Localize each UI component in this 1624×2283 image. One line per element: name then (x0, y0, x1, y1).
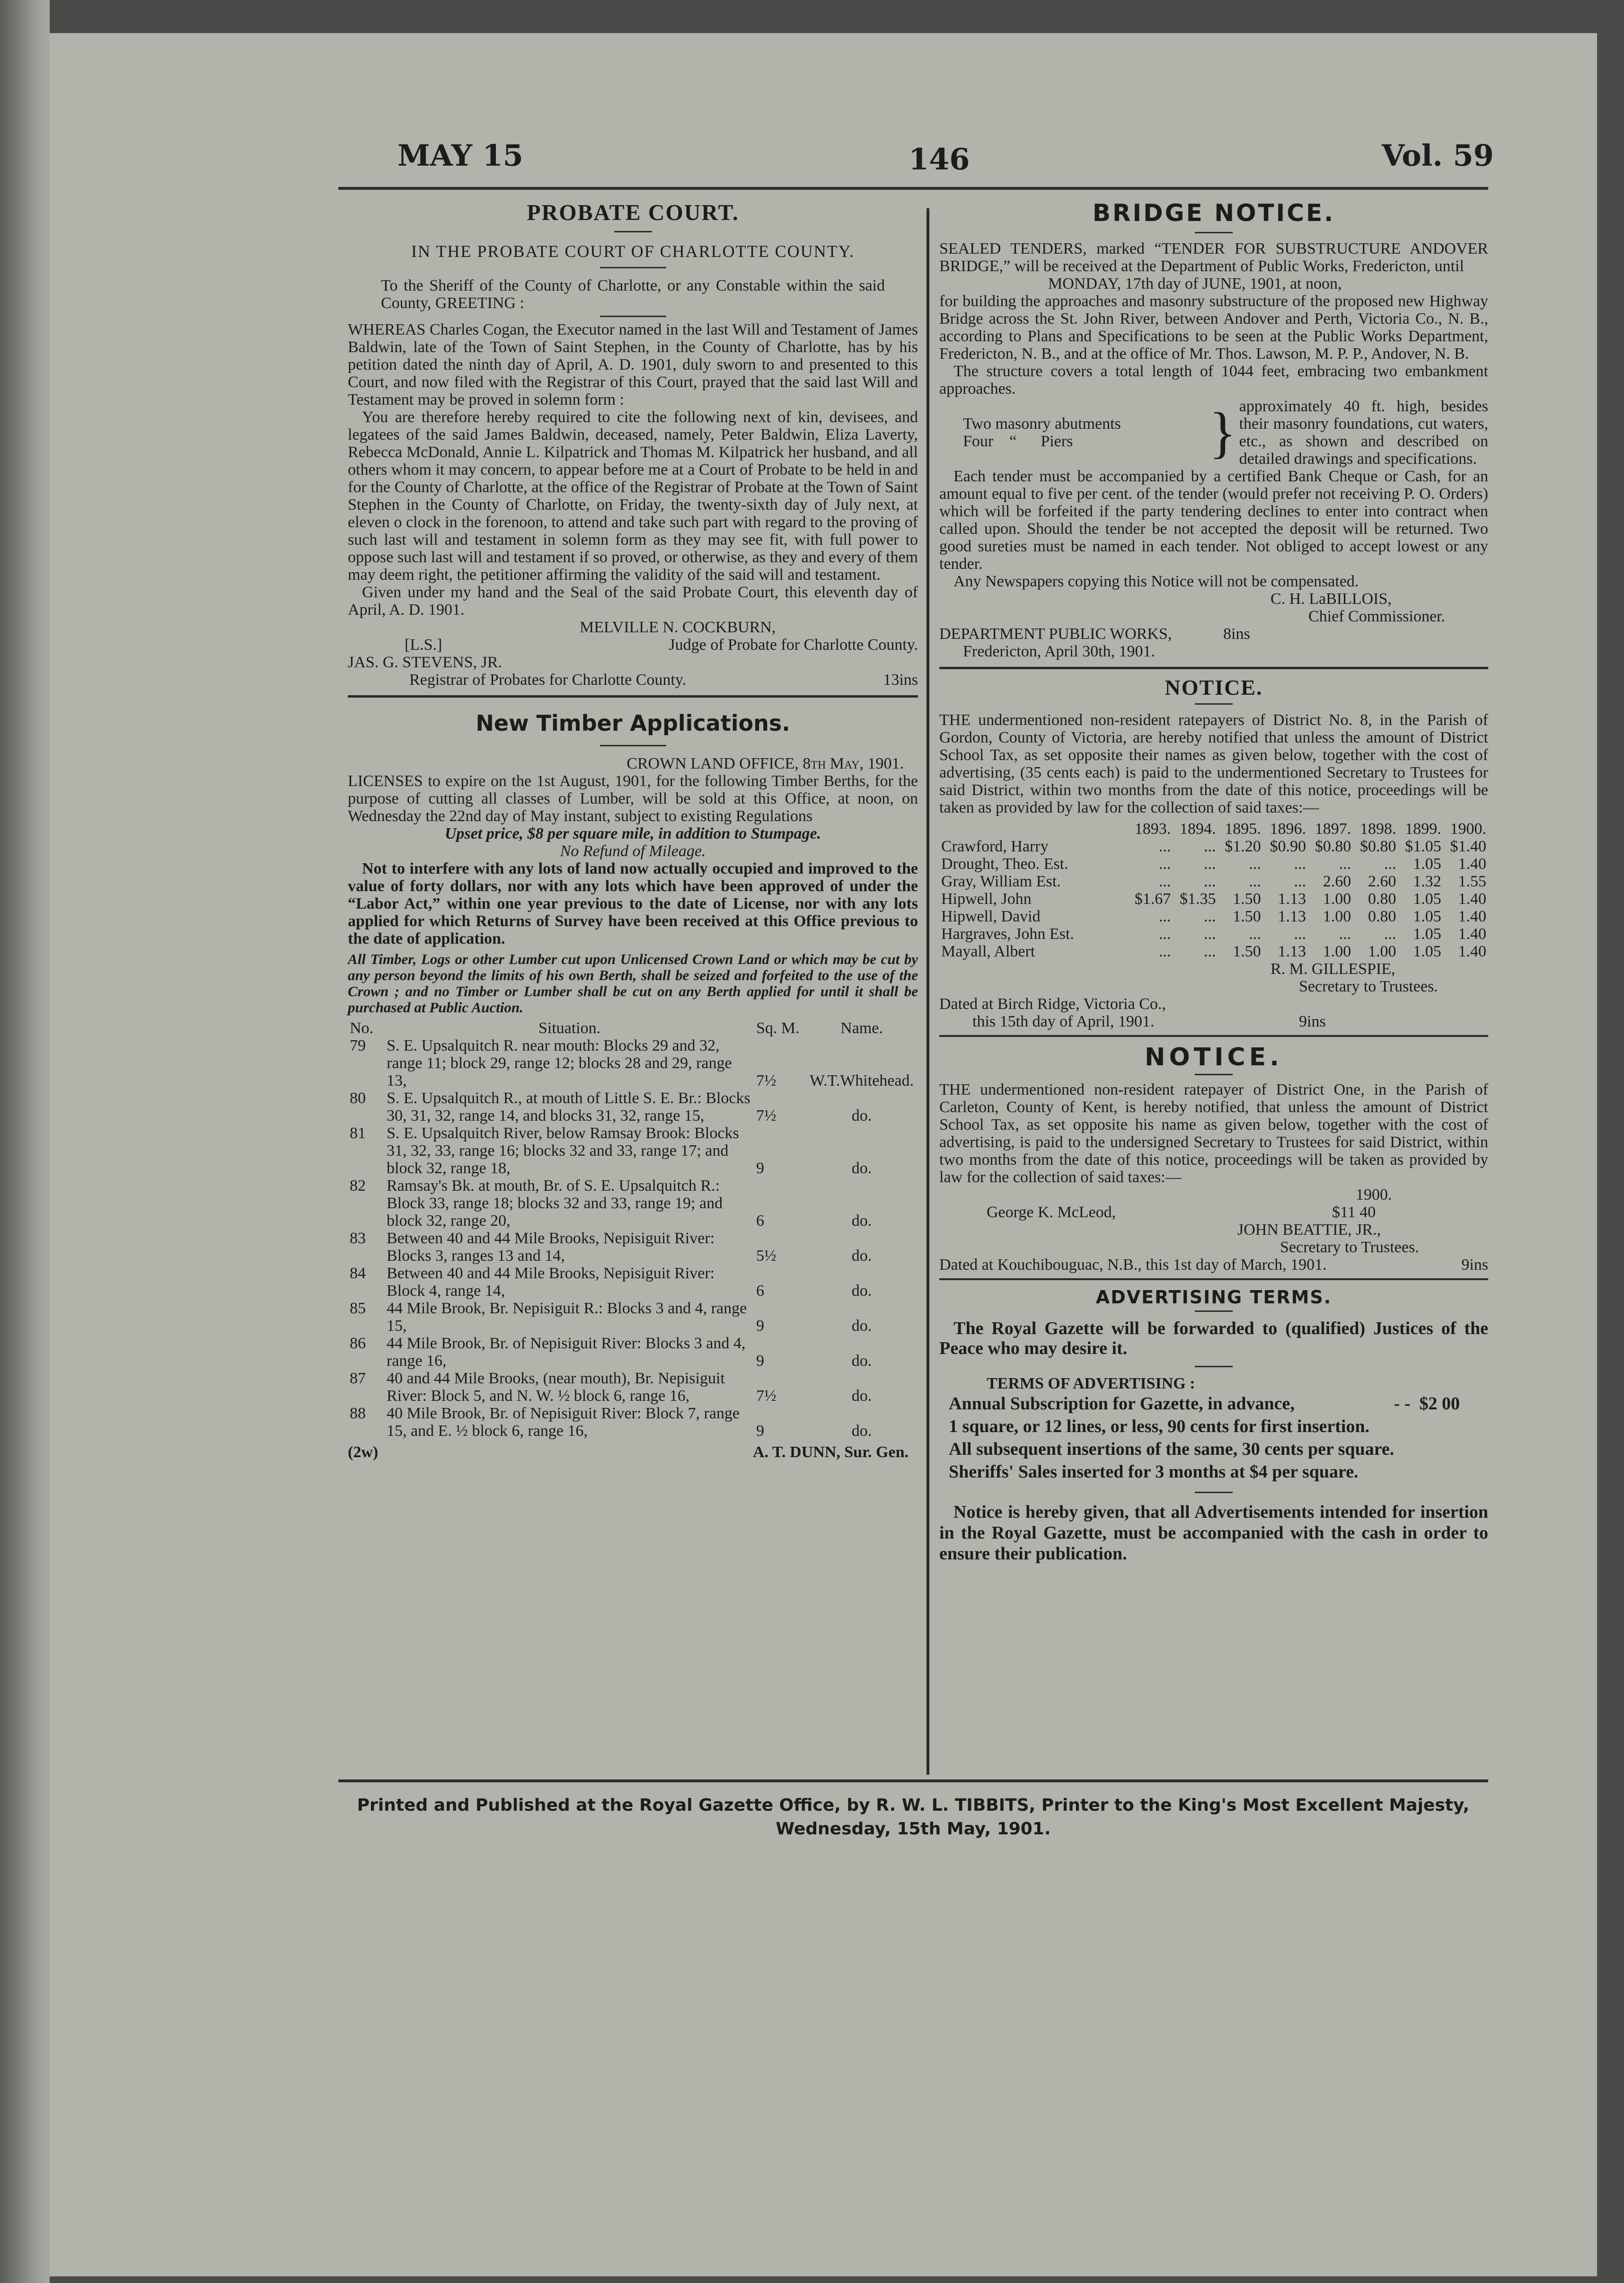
tax-year: 1900. (1450, 820, 1486, 838)
imprint-rule (338, 1779, 1488, 1782)
col-name: Name. (840, 1019, 883, 1037)
tax-value: $1.67 (1134, 890, 1171, 908)
probate-registrar-title: Registrar of Probates for Charlotte County. (409, 671, 687, 689)
table-row (939, 855, 1488, 873)
tax-value: ... (1384, 855, 1396, 873)
timber-cell-sqm: 9 (756, 1352, 764, 1370)
bridge-dept: DEPARTMENT PUBLIC WORKS, (939, 625, 1172, 643)
book-spine (0, 0, 50, 2283)
tax-table-years (939, 820, 1488, 838)
tax-value: 1.50 (1233, 890, 1261, 908)
bridge-abutments: Two masonry abutments (963, 415, 1121, 433)
advertising-terms-heading: TERMS OF ADVERTISING : (987, 1375, 1195, 1392)
timber-cell-situation: S. E. Upsalquitch River, below Ramsay Brook: Blocks 31, 32, 33, range 16; blocks 32 and 33, range 17; and block 32, range 18, (387, 1124, 739, 1177)
timber-cell-name: do. (851, 1107, 872, 1124)
notice1-signer: R. M. GILLESPIE, (1271, 960, 1395, 978)
bridge-spec: approximately 40 ft. high, besides their masonry foundations, cut waters, etc., as shown and described on detailed drawings and specifications. (1239, 398, 1488, 468)
timber-cell-name: do. (851, 1387, 872, 1405)
tax-value: ... (1204, 943, 1216, 960)
table-row (348, 1037, 918, 1089)
col-no: No. (350, 1019, 374, 1037)
timber-signer: A. T. DUNN, Sur. Gen. (752, 1443, 909, 1461)
tax-value: $0.80 (1360, 838, 1396, 855)
timber-cell-sqm: 6 (756, 1282, 764, 1300)
timber-cell-sqm: 6 (756, 1212, 764, 1230)
timber-cell-situation: S. E. Upsalquitch R. near mouth: Blocks 29 and 32, range 11; block 29, range 12; blocks 28 and 29, range 13, (387, 1037, 732, 1089)
tax-value: 2.60 (1368, 873, 1396, 890)
tax-value: ... (1294, 925, 1306, 943)
tax-value: 1.05 (1413, 925, 1441, 943)
timber-table (348, 1019, 918, 1440)
tax-value: 1.05 (1413, 855, 1441, 873)
tax-value: 1.00 (1323, 943, 1351, 960)
tax-value: 1.55 (1458, 873, 1486, 890)
timber-cell-no: 83 (350, 1230, 366, 1247)
tax-value: ... (1204, 925, 1216, 943)
timber-cell-sqm: 9 (756, 1317, 764, 1335)
timber-cell-no: 82 (350, 1177, 366, 1195)
tax-value: ... (1339, 855, 1351, 873)
timber-cell-sqm: 7½ (756, 1072, 777, 1089)
notice2-title: NOTICE. (1145, 1043, 1283, 1071)
probate-para-1: WHEREAS Charles Cogan, the Executor named in the last Will and Testament of James Baldwin, late of the Town of Saint Stephen, in the County of Charlotte, has by his petition dated the ninth day of April, A. D. 1901, duly sworn to and presented to this Court, and now filed with the Registrar of this Court, prayed that the said last Will and Testament may be proved in solemn form : (348, 321, 918, 408)
advertising-line-1: Annual Subscription for Gazette, in advance, (949, 1394, 1295, 1414)
timber-cell-name: do. (851, 1282, 872, 1300)
tax-value: 1.00 (1323, 890, 1351, 908)
timber-cell-no: 85 (350, 1300, 366, 1317)
timber-cell-no: 84 (350, 1265, 366, 1282)
imprint-line-2: Wednesday, 15th May, 1901. (776, 1819, 1051, 1839)
tax-value: ... (1294, 873, 1306, 890)
column-divider (927, 208, 929, 1775)
advertising-para-2: Notice is hereby given, that all Advertisements intended for insertion in the Royal Gazette, must be accompanied with the cash in order to ensure their publication. (939, 1502, 1488, 1564)
col-situation: Situation. (538, 1019, 601, 1037)
timber-cell-situation: Ramsay's Bk. at mouth, Br. of S. E. Upsalquitch R.: Block 33, range 18; blocks 32 and 33, range 19; and block 32, range 20, (387, 1177, 723, 1230)
probate-subtitle: IN THE PROBATE COURT OF CHARLOTTE COUNTY. (411, 242, 855, 261)
table-row (939, 908, 1488, 925)
notice1-signer-title: Secretary to Trustees. (1299, 978, 1438, 995)
probate-address: To the Sheriff of the County of Charlotte, or any Constable within the said County, GREETING : (381, 277, 885, 312)
table-row (939, 873, 1488, 890)
tax-value: 1.13 (1278, 943, 1306, 960)
bridge-para-2: for building the approaches and masonry substructure of the proposed new Highway Bridge across the St. John River, between Andover and Perth, Victoria Co., N. B., according to Plans and Specifications to be seen at the Public Works Department, Fredericton, N. B., and at the office of Mr. Thos. Lawson, M. P. P., Andover, N. B. (939, 292, 1488, 363)
tax-value: 1.40 (1458, 890, 1486, 908)
notice2-year: 1900. (1356, 1186, 1392, 1203)
timber-no-refund: No Refund of Mileage. (560, 842, 706, 860)
bridge-signer: C. H. LaBILLOIS, (1271, 590, 1392, 608)
timber-cell-sqm: 7½ (756, 1107, 777, 1124)
tax-value: 1.13 (1278, 908, 1306, 925)
timber-title: New Timber Applications. (476, 710, 790, 736)
timber-footer-left: (2w) (348, 1443, 379, 1461)
advertising-line-1-price: - - $2 00 (1394, 1394, 1460, 1414)
table-row (348, 1124, 918, 1177)
col-sqm: Sq. M. (756, 1019, 800, 1037)
bridge-date: MONDAY, 17th day of JUNE, 1901, at noon, (1048, 275, 1342, 292)
tax-value: 1.32 (1413, 873, 1441, 890)
notice1-dated: Dated at Birch Ridge, Victoria Co., (939, 995, 1166, 1013)
tax-value: ... (1158, 908, 1171, 925)
timber-office: CROWN LAND OFFICE, 8th May, 1901. (627, 755, 904, 772)
bridge-para-1: SEALED TENDERS, marked “TENDER FOR SUBSTRUCTURE ANDOVER BRIDGE,” will be received at the Department of Public Works, Fredericton, until (939, 240, 1488, 275)
bridge-para-5: Any Newspapers copying this Notice will not be compensated. (953, 573, 1359, 590)
tax-name: Hipwell, John (941, 890, 1032, 908)
tax-value: ... (1339, 925, 1351, 943)
tax-value: 0.80 (1368, 890, 1396, 908)
table-row (348, 1265, 918, 1300)
timber-cell-sqm: 9 (756, 1422, 764, 1440)
advertising-line-4: Sheriffs' Sales inserted for 3 months at $4 per square. (949, 1462, 1359, 1482)
timber-cell-situation: 44 Mile Brook, Br. of Nepisiguit River: Blocks 3 and 4, range 16, (387, 1335, 746, 1370)
table-row (939, 943, 1488, 960)
timber-warning: All Timber, Logs or other Lumber cut upon Unlicensed Crown Land or which may be cut by any person beyond the limits of his own Berth, shall be seized and forfeited to the use of the Crown ; and no Timber or Lumber shall be cut on any Berth applied for until it shall be purchased at Public Auction. (348, 951, 918, 1016)
bridge-place: Fredericton, April 30th, 1901. (963, 643, 1156, 660)
tax-value: 0.80 (1368, 908, 1396, 925)
tax-year: 1897. (1315, 820, 1351, 838)
tax-value: ... (1204, 873, 1216, 890)
probate-ins: 13ins (883, 671, 918, 689)
notice1-title: NOTICE. (1165, 675, 1263, 699)
imprint (338, 1794, 1488, 1841)
right-column: BRIDGE NOTICE. SEALED TENDERS, marked “TENDER FOR SUBSTRUCTURE ANDOVER BRIDGE,” will be received at the Department of Public Works, Fredericton, until MONDAY, 17th day of JUNE, 1901, at noon, for building the approaches and masonry substructure of the proposed new Highway Bridge across the St. John River, between Andover and Perth, Victoria Co., N. B., according to Plans and Specifications to be seen at the Public Works Department, Fredericton, N. B., and at the office of Mr. Thos. Lawson, M. P. P., Andover, N. B. The structure covers a total length of 1044 feet, embracing two embankment approaches. Two masonry abutments Four “ Piers } approximately 40 ft. high, besides their masonry foundations, cut waters, etc., as shown and described on detailed drawings and specifications. Each tender must be accompanied by a certified Bank Cheque or Cash, for an amount equal to five per cent. of the tender (would prefer not receiving P. O. Orders) which will be forfeited if the party tendering declines to enter into contract when called upon. Should the tender be not accepted the deposit will be returned. Two good sureties must be named in each tender. Not obliged to accept lowest or any tender. Any Newspapers copying this Notice will not be compensated. C. H. LaBILLOIS, Chief Commissioner. DEPARTMENT PUBLIC WORKS, 8ins Fredericton, April 30th, 1901. NOTICE. THE undermentioned non-resident ratepayers of District No. 8, in the Parish of Gordon, County of Victoria, are hereby notified that unless the amount of District School Tax, as set opposite their names as given below, together with the cost of advertising, (35 cents each) is paid to the undermentioned Secretary to Trustees for said District, within two months from the date of this notice, proceedings will be taken as provided by law for the collection of said taxes:— 1893. 1894. 1895. 1896. 1897. 1898. 1899. 1900. Crawford, Harry ... ... $1.20 $0.90 $0.80 $0.80 $1.05 $1.40 Drought, Theo. Est. ... ... ... ... ... ... 1.05 1.40 Gray, William Est. ... ... ... ... 2.60 2.60 1.32 1.55 Hipwell, John $1.67 $1.35 1.50 1.13 1.00 0.80 1.05 1.40 Hipwell, David ... ... 1.50 1.13 1.00 0.80 1.05 1.40 Hargraves, John Est. ... ... ... ... ... ... 1.05 1.40 Mayall, Albert ... ... 1.50 1.13 1.00 1.00 1.05 1.40 R. M. GILLESPIE, Secretary to Trustees. Dated at Birch Ridge, Victoria Co., this 15th day of April, 1901. 9ins NOTICE. THE undermentioned non-resident ratepayer of District One, in the Parish of Carleton, County of Kent, is hereby notified, that unless the amount of District School Tax, as set opposite his name as given below, together with the cost of advertising, is paid to the undersigned Secretary to Trustees for said District, within two months from the date of this notice, proceedings will be taken as provided by law for the collection of said taxes:— 1900. George K. McLeod, $11 40 JOHN BEATTIE, JR., Secretary to Trustees. Dated at Kouchibouguac, N.B., this 1st day of March, 1901. 9ins ADVERTISING TERMS. The Royal Gazette will be forwarded to (qualified) Justices of the Peace who may desire it. TERMS OF ADVERTISING : Annual Subscription for Gazette, in advance, - - $2 00 1 square, or 12 lines, or less, 90 cents for first insertion. All subsequent insertions of the same, 30 cents per square. Sheriffs' Sales inserted for 3 months at $4 per square. Notice is hereby given, that all Advertisements intended for insertion in the Royal Gazette, must be accompanied with the cash in order to ensure their publication. (939, 199, 1488, 1564)
tax-value: 2.60 (1323, 873, 1351, 890)
timber-cell-no: 79 (350, 1037, 366, 1054)
timber-cell-situation: 44 Mile Brook, Br. Nepisiguit R.: Blocks 3 and 4, range 15, (387, 1300, 747, 1335)
notice1-dated-2: this 15th day of April, 1901. (972, 1013, 1155, 1030)
tax-year: 1898. (1360, 820, 1396, 838)
tax-value: $1.35 (1180, 890, 1216, 908)
timber-cell-sqm: 9 (756, 1159, 764, 1177)
table-row (348, 1335, 918, 1370)
table-row (348, 1370, 918, 1405)
timber-cell-sqm: 7½ (756, 1387, 777, 1405)
timber-cell-name: do. (851, 1317, 872, 1335)
bridge-para-3: The structure covers a total length of 1044 feet, embracing two embankment approaches. (939, 363, 1488, 398)
notice2-para-1: THE undermentioned non-resident ratepayer of District One, in the Parish of Carleton, County of Kent, is hereby notified, that unless the amount of District School Tax, as set opposite his name as given below, together with the cost of advertising, is paid to the undersigned Secretary to Trustees for said District, within two months from the date of this notice, proceedings will be taken as provided by law for the collection of said taxes:— (939, 1081, 1488, 1186)
timber-cell-name: W.T.Whitehead. (810, 1072, 914, 1089)
tax-value: ... (1204, 908, 1216, 925)
timber-cell-name: do. (851, 1422, 872, 1440)
tax-value: $1.40 (1450, 838, 1486, 855)
bridge-piers: Four “ Piers (963, 433, 1073, 450)
probate-title: PROBATE COURT. (527, 200, 739, 225)
timber-upset-price: Upset price, $8 per square mile, in addition to Stumpage. (444, 825, 821, 842)
timber-cell-sqm: 5½ (756, 1247, 777, 1265)
bridge-ins: 8ins (1223, 625, 1250, 643)
timber-para-2: Not to interfere with any lots of land now actually occupied and improved to the value of forty dollars, nor with any lots which have been approved of under the “Labor Act,” within one year previous to the date of License, nor with any lots applied for which Returns of Survey have been received at this Office previous to the date of application. (348, 860, 918, 947)
tax-value: ... (1294, 855, 1306, 873)
tax-value: ... (1249, 855, 1261, 873)
tax-value: ... (1158, 925, 1171, 943)
tax-value: ... (1158, 838, 1171, 855)
tax-value: 1.05 (1413, 890, 1441, 908)
tax-value: 1.05 (1413, 943, 1441, 960)
tax-value: 1.40 (1458, 908, 1486, 925)
notice2-signer-title: Secretary to Trustees. (1280, 1239, 1419, 1256)
tax-value: $1.20 (1225, 838, 1261, 855)
notice1-ins: 9ins (1299, 1013, 1326, 1030)
bridge-title: BRIDGE NOTICE. (1092, 199, 1335, 227)
tax-value: $0.90 (1270, 838, 1306, 855)
advertising-para-1: The Royal Gazette will be forwarded to (qualified) Justices of the Peace who may desire it. (939, 1318, 1488, 1358)
timber-cell-name: do. (851, 1247, 872, 1265)
masthead-rule (338, 187, 1488, 190)
tax-value: 1.00 (1323, 908, 1351, 925)
advertising-line-3: All subsequent insertions of the same, 30 cents per square. (949, 1439, 1395, 1459)
table-row (348, 1177, 918, 1230)
table-row (939, 925, 1488, 943)
tax-value: ... (1249, 925, 1261, 943)
tax-value: 1.40 (1458, 925, 1486, 943)
tax-value: 1.05 (1413, 908, 1441, 925)
tax-name: Crawford, Harry (941, 838, 1049, 855)
timber-cell-situation: Between 40 and 44 Mile Brooks, Nepisiguit River: Block 4, range 14, (387, 1265, 715, 1300)
tax-value: ... (1204, 838, 1216, 855)
probate-para-3: Given under my hand and the Seal of the said Probate Court, this eleventh day of April, A. D. 1901. (348, 584, 918, 619)
tax-name: Drought, Theo. Est. (941, 855, 1068, 873)
imprint-line-1: Printed and Published at the Royal Gazette Office, by R. W. L. TIBBITS, Printer to the King's Most Excellent Majesty, (357, 1796, 1470, 1815)
tax-value: ... (1158, 943, 1171, 960)
tax-name: Gray, William Est. (941, 873, 1061, 890)
timber-cell-situation: S. E. Upsalquitch R., at mouth of Little S. E. Br.: Blocks 30, 31, 32, range 14, and blocks 31, 32, range 15, (387, 1089, 750, 1124)
timber-para-1: LICENSES to expire on the 1st August, 1901, for the following Timber Berths, for the purpose of cutting all classes of Lumber, will be sold at this Office, at noon, on Wednesday the 22nd day of May instant, subject to existing Regulations (348, 772, 918, 825)
timber-cell-no: 87 (350, 1370, 366, 1387)
probate-signer-title: Judge of Probate for Charlotte County. (669, 636, 918, 654)
tax-value: ... (1158, 873, 1171, 890)
bridge-signer-title: Chief Commissioner. (1308, 608, 1445, 625)
notice2-dated: Dated at Kouchibouguac, N.B., this 1st day of March, 1901. (939, 1256, 1327, 1274)
tax-value: ... (1158, 855, 1171, 873)
volume-number: Vol. 59 (1382, 138, 1494, 173)
tax-name: Hargraves, John Est. (941, 925, 1074, 943)
tax-value: 1.40 (1458, 943, 1486, 960)
notice2-name: George K. McLeod, (987, 1203, 1116, 1221)
probate-registrar: JAS. G. STEVENS, JR. (348, 654, 502, 671)
timber-cell-no: 86 (350, 1335, 366, 1352)
tax-value: 1.50 (1233, 943, 1261, 960)
table-row (348, 1089, 918, 1124)
tax-value: 1.50 (1233, 908, 1261, 925)
timber-table-header (348, 1019, 918, 1037)
table-row (348, 1230, 918, 1265)
tax-name: Hipwell, David (941, 908, 1041, 925)
issue-date: MAY 15 (397, 138, 523, 173)
table-row (939, 838, 1488, 855)
notice2-ins: 9ins (1461, 1256, 1488, 1274)
advertising-title: ADVERTISING TERMS. (1095, 1287, 1332, 1308)
notice2-signer: JOHN BEATTIE, JR., (1237, 1221, 1381, 1239)
notice2-amount: $11 40 (1332, 1203, 1376, 1221)
notice1-para-1: THE undermentioned non-resident ratepayers of District No. 8, in the Parish of Gordon, County of Victoria, are hereby notified that unless the amount of District School Tax, as set opposite their names as given below, together with the cost of advertising, (35 cents each) is paid to the undermentioned Secretary to Trustees for said District, within two months from the date of this notice, proceedings will be taken as provided by law for the collection of said taxes:— (939, 711, 1488, 816)
tax-value: 1.13 (1278, 890, 1306, 908)
timber-cell-situation: 40 and 44 Mile Brooks, (near mouth), Br. Nepisiguit River: Block 5, and N. W. ½ block 6, range 16, (387, 1370, 725, 1405)
tax-value: 1.40 (1458, 855, 1486, 873)
timber-cell-name: do. (851, 1352, 872, 1370)
bridge-para-4: Each tender must be accompanied by a certified Bank Cheque or Cash, for an amount equal to five per cent. of the tender (would prefer not receiving P. O. Orders) which will be forfeited if the party tendering declines to enter into contract when called upon. Should the tender be not accepted the deposit will be returned. Two good sureties must be named in each tender. Not obliged to accept lowest or any tender. (939, 468, 1488, 573)
timber-cell-name: do. (851, 1212, 872, 1230)
tax-year: 1894. (1180, 820, 1216, 838)
tax-value: ... (1384, 925, 1396, 943)
timber-cell-no: 88 (350, 1405, 366, 1422)
tax-year: 1896. (1270, 820, 1306, 838)
timber-cell-no: 81 (350, 1124, 366, 1142)
table-row (939, 890, 1488, 908)
probate-para-2: You are therefore hereby required to cite the following next of kin, devisees, and legatees of the said James Baldwin, deceased, namely, Peter Baldwin, Eliza Laverty, Rebecca McDonald, Annie L. Kilpatrick and Thomas M. Kilpatrick her husband, and all others whom it may concern, to appear before me at a Court of Probate to be held in and for the County of Charlotte, at the office of the Registrar of Probate at the Town of Saint Stephen in the County of Charlotte, on Friday, the twenty-sixth day of July next, at eleven o clock in the forenoon, to attend and take such part with regard to the proving of such last will and testament in solemn form as they may see fit, with full power to oppose such last will and testament if so proved, or otherwise, as they and every of them may deem right, the petitioner affirming the validity of the said will and testament. (348, 408, 918, 584)
timber-cell-situation: 40 Mile Brook, Br. of Nepisiguit River: Block 7, range 15, and E. ½ block 6, range 16, (387, 1405, 740, 1440)
timber-cell-no: 80 (350, 1089, 366, 1107)
left-column (348, 199, 918, 1461)
tax-year: 1899. (1405, 820, 1441, 838)
page-number: 146 (909, 142, 970, 177)
table-row (348, 1405, 918, 1440)
advertising-line-2: 1 square, or 12 lines, or less, 90 cents for first insertion. (949, 1416, 1370, 1436)
probate-signer: MELVILLE N. COCKBURN, (580, 619, 776, 636)
tax-name: Mayall, Albert (941, 943, 1035, 960)
table-row (348, 1300, 918, 1335)
tax-table (939, 820, 1488, 960)
tax-year: 1895. (1225, 820, 1261, 838)
probate-seal: [L.S.] (405, 636, 442, 654)
tax-value: $1.05 (1405, 838, 1441, 855)
tax-value: 1.00 (1368, 943, 1396, 960)
tax-value: ... (1204, 855, 1216, 873)
tax-year: 1893. (1134, 820, 1171, 838)
timber-cell-situation: Between 40 and 44 Mile Brooks, Nepisiguit River: Blocks 3, ranges 13 and 14, (387, 1230, 715, 1265)
tax-value: ... (1249, 873, 1261, 890)
timber-cell-name: do. (851, 1159, 872, 1177)
tax-value: $0.80 (1315, 838, 1351, 855)
